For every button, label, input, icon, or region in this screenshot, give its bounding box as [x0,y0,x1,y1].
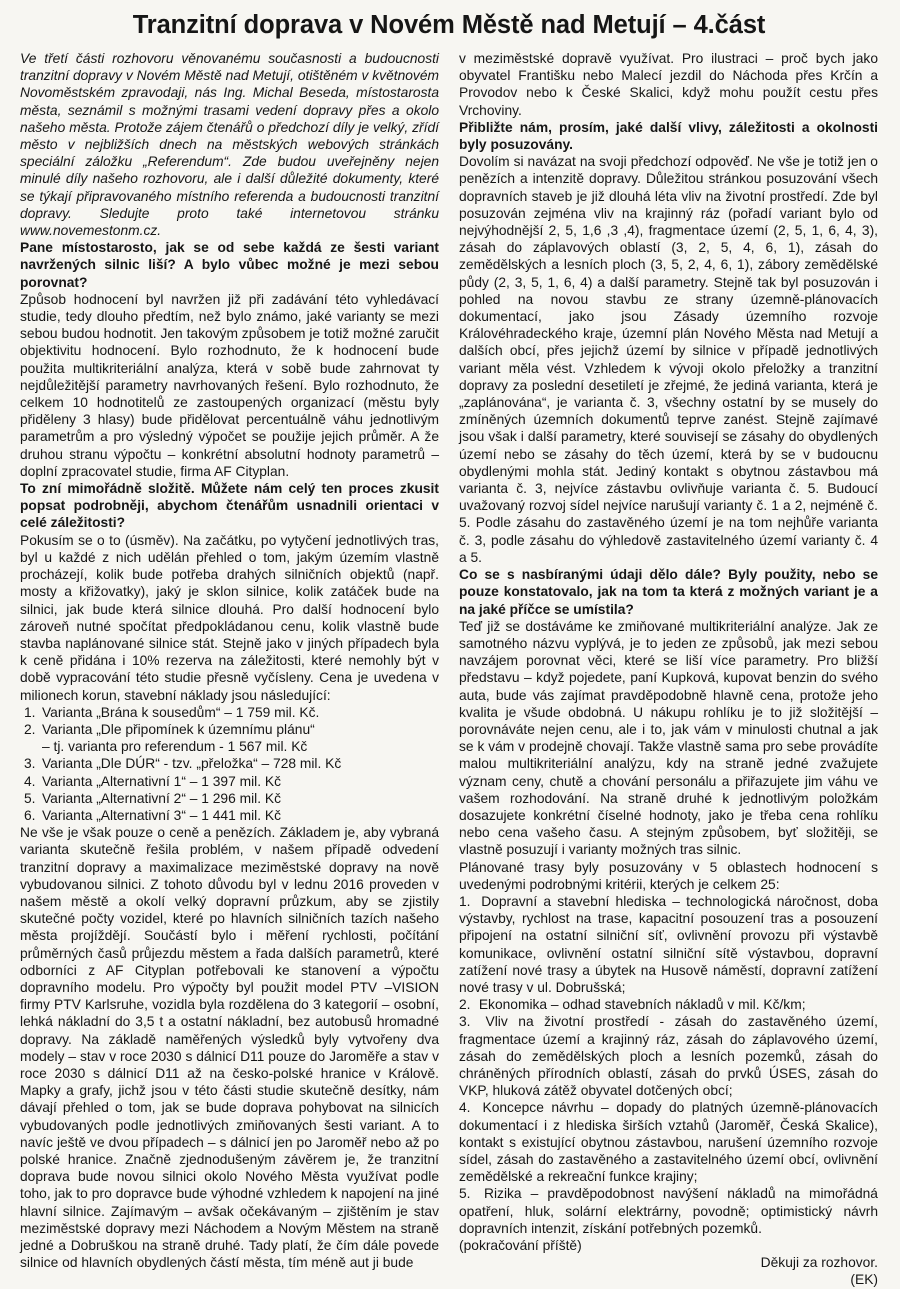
list-item: 3. Vliv na životní prostředí - zásah do zastavěného území, fragmentace území a krajinný ráz, zásah do záplavového území, zásah do zemědělských ploch a lesních pozemků, zásah do chráněných přírodních oblastí, zásah do prvků ÚSES, zásah do VKP, hluková zátěž obyvatel dotčených obcí; [459,1014,878,1099]
intro-paragraph: Ve třetí části rozhovoru věnovanému současnosti a budoucnosti tranzitní dopravy v Novém Městě nad Metují, otištěném v květnovém Novoměstském zpravodaji, nás Ing. Michal Beseda, místostarosta města, seznámil s možnými trasami vedení dopravy přes a okolo našeho města. Protože zájem čtenářů o předchozí díly je velký, zřídí město v nejbližších dnech na městských webových stránkách speciální záložku „Referendum“. Zde budou uveřejněny nejen minulé díly našeho rozhovoru, ale i další důležité dokumenty, které se týkají připravovaného místního referenda a budoucnosti tranzitní dopravy. Sledujte proto také internetovou stránku www.novemestonm.cz. [20,51,439,239]
list-item: 3. Varianta „Dle DÚR“ - tzv. „přeložka“ – 728 mil. Kč [24,756,342,772]
list-item: 4. Varianta „Alternativní 1“ – 1 397 mil. Kč [24,773,281,789]
criteria-list [459,893,878,1237]
answer-4: Teď již se dostáváme ke zmiňované multikriteriální analýze. Jak ze samotného názvu vyplývá, je to jeden ze způsobů, jak mezi sebou navzájem porovnat věci, které se liší více parametry. Pro bližší představu – když pojedete, paní Kupková, kupovat benzin do svého auta, bude vás zajímat pravděpodobně hlavně cena, protože jeho kvalita je všude obdobná. U nákupu rohlíku je to již složitější – porovnáváte nejen cenu, ale i to, jak vám v minulosti chutnal a jak se k vám v prodejně chovají. Takže vlastně sama pro sebe provádíte malou multikriteriální analýzu, kdy na straně jedné zvažujete význam ceny, chutě a chování personálu a přiřazujete jim váhu ve vašem rozhodování. Na straně druhé k jednotlivým položkám dosazujete konkrétní číselné hodnoty, jako je třeba cena rohlíku nebo cena vašeho času. A stejným způsobem, byť složitěji, se vlastně posuzují i varianty možných tras silnic. [459,618,878,858]
answer-1: Způsob hodnocení byl navržen již při zadávání této vyhledávací studie, tedy dlouho předtím, než bylo známo, jaké varianty se mezi sebou budou hodnotit. Jen takovým způsobem je totiž možné zaručit objektivitu hodnocení. Bylo rozhodnuto, že k hodnocení bude použita multikriteriální analýza, která v sobě bude zahrnovat ty nejdůležitější parametry navrhovaných řešení. Bylo rozhodnuto, že celkem 10 hodnotitelů ze zastoupených organizací (městu byly přiděleny 3 hlasy) bude přidělovat percentuálně váhu jednotlivým parametrům a pro výsledný výpočet se použije jejich průměr. A že druhou stranu výpočtu – konkrétní absolutní hodnoty parametrů – doplní zpracovatel studie, firma AF Cityplan. [20,291,439,479]
answer-4-continued: Plánované trasy byly posuzovány v 5 oblastech hodnocení s uvedenými podrobnými kritérii, kterých je celkem 25: [459,859,878,892]
question-4: Co se s nasbíranými údaji dělo dále? Byly použity, nebo se pouze konstatovalo, jak na tom ta která z možných variant je a na jaké příčce se umístila? [459,567,878,617]
answer-2: Pokusím se o to (úsměv). Na začátku, po vytyčení jednotlivých tras, byl u každé z nich udělán přehled o tom, jakým územím vlastně procházejí, kolik bude potřeba drahých silničních objektů (např. mosty a křižovatky), jaký je sklon silnice, kolik zatáček bude na silnici, jak bude která silnice dlouhá. Pro další hodnocení bylo zároveň nutné spočítat předpokládanou cenu, kolik vlastně bude stavba naplánované silnice stát. Stejně jako v jiných případech byla k ceně přidána i 10% rezerva na záležitosti, které nemohly být v době vypracování této studie přesně vyčísleny. Cena je uvedena v milionech korun, stavební náklady jsou následující: [20,532,439,703]
answer-2-end: v meziměstské dopravě využívat. Pro ilustraci – proč bych jako obyvatel Františku nebo Malecí jezdil do Náchoda přes Krčín a Provodov nebo k České Skalici, když mohu použít cestu přes Vrchoviny. [459,51,878,118]
answer-3: Dovolím si navázat na svoji předchozí odpověď. Ne vše je totiž jen o penězích a intenzitě dopravy. Důležitou stránkou posuzování všech dopravních staveb je již dlouhá léta vliv na životní prostředí. Zde byl posuzován zejména vliv na krajinný ráz (pořadí variant bylo od nejvýhodnější 2, 5, 1,6 ,3 ,4), fragmentace území (2, 5, 1, 6, 4, 3), zásah do záplavových oblastí (3, 2, 5, 4, 6, 1), zásah do zemědělských a lesních ploch (3, 5, 2, 4, 6, 1), zábory zemědělské půdy (2, 3, 5, 1, 6, 4) a další parametry. Stejně tak byl posuzován i pohled na novou stavbu ze strany územně-plánovacích dokumentací, jako jsou Zásady územního rozvoje Královéhradeckého kraje, územní plán Nového Města nad Metují a dalších obcí, přes jejichž území by silnice v případě jednotlivých variant měla vést. Vzhledem k vývoji okolo přeložky a tranzitní dopravy za poslední desetiletí je zřejmé, že jediná varianta, která je „zaplánována“, je varianta č. 3, všechny ostatní by se musely do zmíněných územních dokumentů teprve zanést. Stejně zajímavé jsou však i další parametry, které souvisejí se zásahy do obydlených území nebo se zásahy do těch území, která by se v budoucnu obydlenými mohla stát. Jediný kontakt s obytnou zástavbou má varianta č. 3, nejvíce zástavbu ovlivňuje varianta č. 5. Budoucí uvažovaný rozvoj sídel nejvíce narušují varianty č. 1 a 2, nejméně č. 5. Podle zásahu do zastavěného území je na tom nejhůře varianta č. 3, podle zásahu do výhledově zastavitelného území varianty č. 4 a 5. [459,154,878,565]
author-signature: (EK) [850,1272,878,1288]
question-1: Pane místostarosto, jak se od sebe každá ze šesti variant navržených silnic liší? A bylo vůbec možné je mezi sebou porovnat? [20,240,439,290]
list-item: 1. Varianta „Brána k sousedům“ – 1 759 mil. Kč. [24,704,320,720]
list-item: 5. Rizika – pravděpodobnost navýšení nákladů na mimořádná opatření, hluk, solární elektrárny, povodně; optimistický návrh dopravních intenzit, získání potřebných pozemků. [459,1186,878,1236]
answer-2-continued: Ne vše je však pouze o ceně a penězích. Základem je, aby vybraná varianta skutečně řešila problém, v našem případě odvedení tranzitní dopravy a maximalizace meziměstské dopravy na nově vybudovanou silnici. Z tohoto důvodu byl v lednu 2016 proveden v našem městě a okolí velký dopravní průzkum, aby se zjistily skutečné počty vozidel, které po hlavních silničních tazích našeho města projíždějí. Součástí bylo i měření rychlosti, počítání průměrných časů průjezdu městem a řada dalších parametrů, které odborníci z AF Cityplan potřebovali ke stanovení a výpočtu dopravního modelu. Pro výpočty byl použit model PTV –VISION firmy PTV Karlsruhe, vozidla byla rozdělena do 3 kategorií – osobní, lehká nákladní do 3,5 t a ostatní nákladní, bez autobusů hromadné dopravy. Na základě naměřených výsledků byly vytvořeny dva modely – stav v roce 2030 s dálnicí D11 pouze do Jaroměře a stav v roce 2030 s dálnicí D11 až na česko-polské hranice v Králově. Mapky a grafy, jichž jsou v této části studie skutečně desítky, nám dávají přehled o tom, jak se bude doprava pohybovat na silnicích vybudovaných podle jednotlivých zmiňovaných šesti variant. A to navíc ještě ve dvou případech – s dálnicí jen po Jaroměř nebo až po polské hranice. Značně zjednodušeným závěrem je, že tranzitní doprava bude novou silnici okolo Nového Města využívat podle toho, jak to pro dopravce bude výhodné vzhledem k napojení na jiné hlavní silnice. Zajímavým – avšak očekávaným – zjištěním je stav meziměstské dopravy mezi Náchodem a Novým Městem na straně jedné a Dobruškou na straně druhé. Tady platí, že čím dále povede silnice od hlavních obydlených částí města, tím méně aut ji bude [20,825,439,1271]
article-title: Tranzitní doprava v Novém Městě nad Metují – 4.část [132,11,766,39]
list-item: 2. Ekonomika – odhad stavebních nákladů v mil. Kč/km; [459,997,806,1013]
list-item: 2. Varianta „Dle připomínek k územnímu plánu“ – tj. varianta pro referendum - 1 567 mil. Kč [24,721,315,755]
left-column [20,50,439,1289]
list-item: 4. Koncepce návrhu – dopady do platných územně-plánovacích dokumentací i z hlediska širších vztahů (Jaroměř, Česká Skalice), kontakt s existující obytnou zástavbou, narušení územního rozvoje sídel, zásah do zastavěného a zastavitelného území obcí, ovlivnění zemědělské a rekreační funkce krajiny; [459,1100,878,1185]
list-item: 6. Varianta „Alternativní 3“ – 1 441 mil. Kč [24,807,281,823]
list-item: 1. Dopravní a stavební hlediska – technologická náročnost, doba výstavby, rychlost na trase, kapacitní posouzení tras a posouzení připojení na ostatní silniční síť, ovlivnění provozu při výstavbě komunikace, ovlivnění ostatní silniční sítě výstavbou, dopravní zatížení nové trasy a úbytek na Husově náměstí, dopravní zatížení nové trasy v ul. Dobrušská; [459,893,878,995]
right-column [459,50,878,1289]
continued-note: (pokračování příště) [459,1238,582,1254]
article-columns [20,50,878,1289]
question-3: Přibližte nám, prosím, jaké další vlivy, záležitosti a okolnosti byly posuzovány. [459,119,878,153]
variants-list [20,704,439,824]
thanks-line: Děkuji za rozhovor. [760,1255,878,1271]
list-item: 5. Varianta „Alternativní 2“ – 1 296 mil. Kč [24,790,281,806]
question-2: To zní mimořádně složitě. Můžete nám celý ten proces zkusit popsat podrobněji, abychom čtenářům usnadnili orientaci v celé záležitosti? [20,481,439,531]
